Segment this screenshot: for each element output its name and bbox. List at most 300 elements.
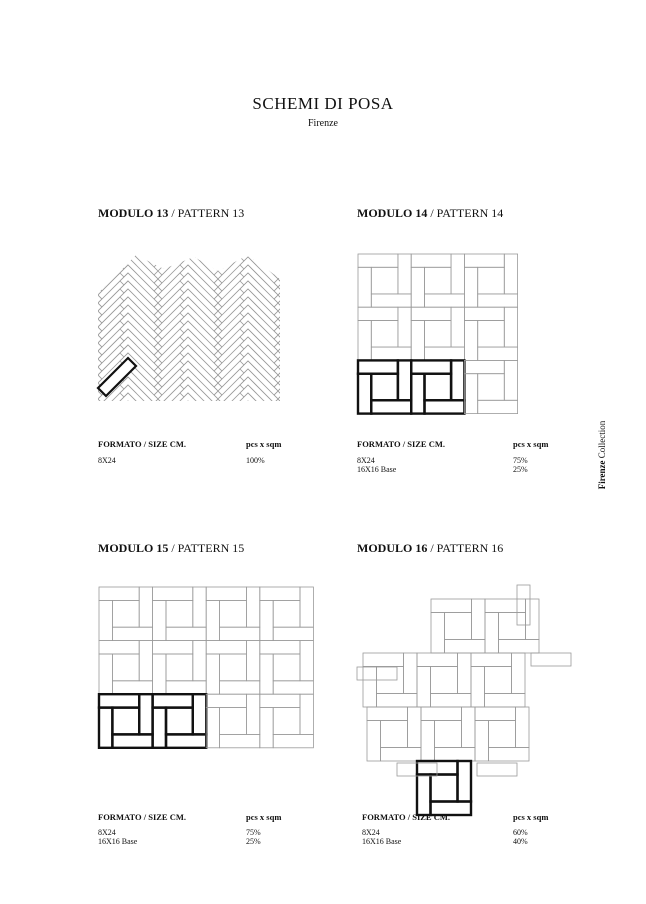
square-tile [166,708,193,735]
pattern-16-pinwheel-diagram [357,585,571,790]
plank-tile [504,254,517,294]
pattern-14-basketweave-diagram [358,254,518,414]
plank-tile [112,627,152,640]
plank-tile [193,694,206,734]
herringbone-tile [300,361,338,399]
herringbone-tile [38,345,76,383]
herringbone-tile [60,369,98,407]
module-15-size-header: FORMATO / SIZE CM. [98,812,186,822]
plank-tile [246,587,259,627]
herringbone-tile [38,305,76,343]
plank-tile [358,374,371,414]
herringbone-tile [38,385,76,423]
herringbone-tile [278,393,316,431]
plank-tile [464,360,504,373]
plank-tile [531,653,571,666]
square-tile [112,708,139,735]
plank-tile [371,400,411,413]
pattern-13-herringbone-diagram [98,255,280,405]
pattern-15-basketweave-diagram [99,587,313,747]
square-tile [431,667,458,694]
herringbone-tile [278,241,316,279]
herringbone-tile [38,297,76,335]
herringbone-tile [300,353,338,391]
plank-tile [464,267,477,307]
plank-tile [193,641,206,681]
plank-tile [526,599,540,640]
herringbone-tile [38,345,76,383]
herringbone-tile [300,377,338,415]
plank-tile [260,654,273,694]
herringbone-tile [60,369,98,407]
herringbone-tile [60,249,98,287]
plank-tile [371,294,411,307]
plank-tile [206,587,246,600]
plank-tile [358,307,398,320]
module-15-pattern: / PATTERN 15 [168,541,245,555]
plank-tile [516,707,530,748]
plank-tile [464,254,504,267]
square-tile [371,374,398,401]
herringbone-tile [300,273,338,311]
plank-tile [273,734,313,747]
plank-tile [99,694,139,707]
herringbone-tile [60,345,98,383]
herringbone-tile [278,329,316,367]
herringbone-tile [60,289,98,327]
square-tile [371,267,398,294]
herringbone-tile [38,377,76,415]
plank-tile [485,599,526,613]
square-tile [273,600,300,627]
plank-tile [371,347,411,360]
herringbone-tile [278,233,316,271]
herringbone-tile [38,369,76,407]
herringbone-tile [278,321,316,359]
square-tile [445,613,472,640]
plank-tile [417,667,431,708]
herringbone-tile [278,273,316,311]
plank-tile [464,307,504,320]
plank-tile [425,347,465,360]
herringbone-tile [278,353,316,391]
herringbone-tile [38,289,76,327]
square-tile [489,721,516,748]
herringbone-tile [278,297,316,335]
herringbone-tile [278,377,316,415]
plank-tile [464,321,477,361]
plank-tile [206,600,219,640]
plank-tile [193,587,206,627]
plank-tile [472,599,486,640]
plank-tile [435,748,476,762]
plank-tile [478,347,518,360]
plank-tile [458,653,472,694]
square-tile [425,267,452,294]
plank-tile [512,653,526,694]
herringbone-tile [278,377,316,415]
plank-tile [425,294,465,307]
herringbone-tile [60,257,98,295]
herringbone-tile [278,385,316,423]
plank-tile [153,708,166,748]
herringbone-tile [60,385,98,423]
herringbone-tile [300,249,338,287]
plank-tile [99,587,139,600]
plank-tile [458,761,472,802]
plank-tile [246,641,259,681]
herringbone-tile [278,369,316,407]
herringbone-tile [38,297,76,335]
herringbone-tile [278,249,316,287]
plank-tile [411,321,424,361]
plank-tile [462,707,476,748]
module-16-size-2: 16X16 Base [362,837,402,846]
square-tile [220,600,247,627]
herringbone-tile [278,281,316,319]
herringbone-tile [158,401,196,439]
herringbone-tile [38,321,76,359]
herringbone-tile [38,273,76,311]
herringbone-tile [38,241,76,279]
module-14-size-header: FORMATO / SIZE CM. [357,439,445,449]
herringbone-tile [38,305,76,343]
plank-tile [485,613,499,654]
herringbone-tile [300,305,338,343]
module-14-size-2: 16X16 Base [357,465,397,474]
herringbone-tile [38,273,76,311]
herringbone-tile [60,305,98,343]
herringbone-tile [300,369,338,407]
herringbone-tile [300,345,338,383]
herringbone-tile [98,401,136,439]
plank-tile [451,307,464,347]
plank-tile [358,254,398,267]
herringbone-tile [60,353,98,391]
herringbone-tile [300,289,338,327]
herringbone-tile [278,329,316,367]
plank-tile [166,681,206,694]
plank-tile [411,254,451,267]
herringbone-tile [38,249,76,287]
herringbone-tile [60,337,98,375]
plank-tile [411,307,451,320]
herringbone-tile [60,257,98,295]
herringbone-tile [38,329,76,367]
herringbone-tile [278,369,316,407]
herringbone-tile [38,337,76,375]
herringbone-tile [300,313,338,351]
herringbone-tile [120,401,158,439]
module-14-size-1: 8X24 [357,456,375,465]
plank-tile [431,599,472,613]
herringbone-tile [278,337,316,375]
plank-tile [478,294,518,307]
plank-tile [139,641,152,681]
plank-tile [260,708,273,748]
module-15-id: MODULO 15 [98,541,169,555]
herringbone-tile [60,233,98,271]
module-13-size-header: FORMATO / SIZE CM. [98,439,186,449]
plank-tile [300,587,313,627]
herringbone-tile [60,401,98,439]
herringbone-tile [60,393,98,431]
module-14-pcs-2: 25% [513,465,528,474]
plank-tile [260,641,300,654]
plank-tile [408,707,422,748]
herringbone-tile [38,361,76,399]
herringbone-tile [60,305,98,343]
herringbone-tile [60,321,98,359]
plank-tile [206,694,246,707]
plank-tile [220,627,260,640]
plank-tile [421,721,435,762]
herringbone-tile [60,281,98,319]
herringbone-tile [278,265,316,303]
herringbone-tile [278,297,316,335]
herringbone-tile [240,401,278,439]
herringbone-tile [60,297,98,335]
herringbone-tile [300,281,338,319]
plank-tile [464,374,477,414]
herringbone-tile [300,289,338,327]
module-16-size-header: FORMATO / SIZE CM. [362,812,450,822]
herringbone-tile [180,401,218,439]
plank-tile [411,267,424,307]
plank-tile [206,708,219,748]
herringbone-tile [300,353,338,391]
square-tile [166,654,193,681]
herringbone-tile [278,273,316,311]
herringbone-tile [38,337,76,375]
herringbone-tile [60,241,98,279]
square-tile [478,321,505,348]
herringbone-tile [38,385,76,423]
herringbone-tile [60,377,98,415]
herringbone-tile [278,321,316,359]
herringbone-tile [38,329,76,367]
plank-tile [220,681,260,694]
module-16-pcs-2: 40% [513,837,528,846]
herringbone-tile [300,337,338,375]
herringbone-tile [38,353,76,391]
herringbone-tile [38,233,76,271]
herringbone-tile [300,273,338,311]
module-13-pcs-1: 100% [246,456,265,465]
herringbone-tile [300,329,338,367]
herringbone-tile [278,353,316,391]
herringbone-tile [300,249,338,287]
square-tile [381,721,408,748]
herringbone-tile [300,329,338,367]
module-15-heading [98,541,244,556]
plank-tile [260,600,273,640]
herringbone-tile [218,401,256,439]
plank-tile [411,374,424,414]
herringbone-tile [60,273,98,311]
herringbone-tile [60,329,98,367]
plank-tile [504,360,517,400]
square-tile [485,667,512,694]
plank-tile [381,748,422,762]
plank-tile [417,775,431,816]
herringbone-tile [300,361,338,399]
herringbone-tile [278,345,316,383]
herringbone-tile [60,273,98,311]
plank-tile [417,653,458,667]
plank-tile [358,360,398,373]
module-13-size-1: 8X24 [98,456,116,465]
square-tile [478,267,505,294]
herringbone-tile [300,385,338,423]
herringbone-tile [300,345,338,383]
herringbone-tile [38,289,76,327]
collection-side-label [592,412,612,497]
plank-tile [139,694,152,734]
herringbone-tile [38,257,76,295]
module-16-id: MODULO 16 [357,541,428,555]
plank-tile [153,654,166,694]
herringbone-tile [278,281,316,319]
module-13-heading [98,206,244,221]
herringbone-tile [300,297,338,335]
square-tile [425,321,452,348]
herringbone-tile [300,297,338,335]
plank-tile [99,600,112,640]
plank-tile [246,694,259,734]
plank-tile [166,734,206,747]
herringbone-tile [278,345,316,383]
plank-tile [404,653,418,694]
module-14-heading [357,206,503,221]
herringbone-tile [300,265,338,303]
herringbone-tile [278,289,316,327]
herringbone-tile [300,265,338,303]
herringbone-tile [60,321,98,359]
plank-tile [273,681,313,694]
square-tile [220,708,247,735]
herringbone-tile [38,393,76,431]
herringbone-tile [278,337,316,375]
herringbone-tile [60,337,98,375]
plank-tile [358,267,371,307]
side-label-rest: Collection [597,420,607,460]
square-tile [478,374,505,401]
plank-tile [112,681,152,694]
herringbone-tile [300,385,338,423]
module-15-pcs-header: pcs x sqm [246,812,282,822]
herringbone-tile [38,249,76,287]
herringbone-tile [300,241,338,279]
module-13-id: MODULO 13 [98,206,169,220]
herringbone-tile [60,353,98,391]
module-13-pattern: / PATTERN 13 [168,206,245,220]
plank-tile [398,360,411,400]
module-16-pattern: / PATTERN 16 [427,541,504,555]
page-subtitle: Firenze [308,118,338,129]
herringbone-tile [278,249,316,287]
herringbone-tile [60,281,98,319]
herringbone-tile [60,377,98,415]
plank-tile [451,254,464,294]
page-title: SCHEMI DI POSA [252,94,394,113]
module-15-size-2: 16X16 Base [98,837,138,846]
plank-tile [220,734,260,747]
herringbone-tile [278,313,316,351]
herringbone-tile [278,313,316,351]
square-tile [273,708,300,735]
herringbone-tile [300,369,338,407]
herringbone-tile [38,265,76,303]
herringbone-tile [278,305,316,343]
herringbone-tile [60,313,98,351]
square-tile [273,654,300,681]
plank-tile [398,307,411,347]
plank-tile [300,694,313,734]
plank-tile [363,667,377,708]
herringbone-tile [300,233,338,271]
herringbone-tile [278,361,316,399]
plank-tile [99,708,112,748]
plank-tile [478,400,518,413]
plank-tile [112,734,152,747]
module-14-pcs-1: 75% [513,456,528,465]
module-15-size-1: 8X24 [98,828,116,837]
herringbone-tile [38,313,76,351]
module-14-pattern: / PATTERN 14 [427,206,504,220]
plank-tile [153,600,166,640]
herringbone-tile [60,361,98,399]
square-tile [499,613,526,640]
plank-tile [475,707,516,721]
square-tile [371,321,398,348]
plank-tile [421,707,462,721]
herringbone-tile [60,289,98,327]
plank-tile [260,587,300,600]
plank-tile [431,694,472,708]
plank-tile [99,641,139,654]
square-tile [220,654,247,681]
herringbone-tile [278,361,316,399]
module-16-pcs-header: pcs x sqm [513,812,549,822]
plank-tile [398,254,411,294]
square-tile [425,374,452,401]
plank-tile [260,694,300,707]
herringbone-tile [278,401,316,439]
herringbone-tile [300,393,338,431]
herringbone-tile [38,353,76,391]
plank-tile [477,763,517,776]
herringbone-tile [300,401,338,439]
herringbone-tile [38,377,76,415]
herringbone-tile [38,321,76,359]
herringbone-tile [38,281,76,319]
module-16-pcs-1: 60% [513,828,528,837]
module-16-size-1: 8X24 [362,828,380,837]
plank-tile [411,360,451,373]
herringbone-tile [38,401,76,439]
plank-tile [367,707,408,721]
plank-tile [139,587,152,627]
herringbone-tile [278,257,316,295]
herringbone-tile [300,313,338,351]
plank-tile [471,667,485,708]
herringbone-tile [278,305,316,343]
plank-tile [517,585,530,625]
herringbone-tile [60,329,98,367]
module-15-pcs-1: 75% [246,828,261,837]
herringbone-tile [300,337,338,375]
